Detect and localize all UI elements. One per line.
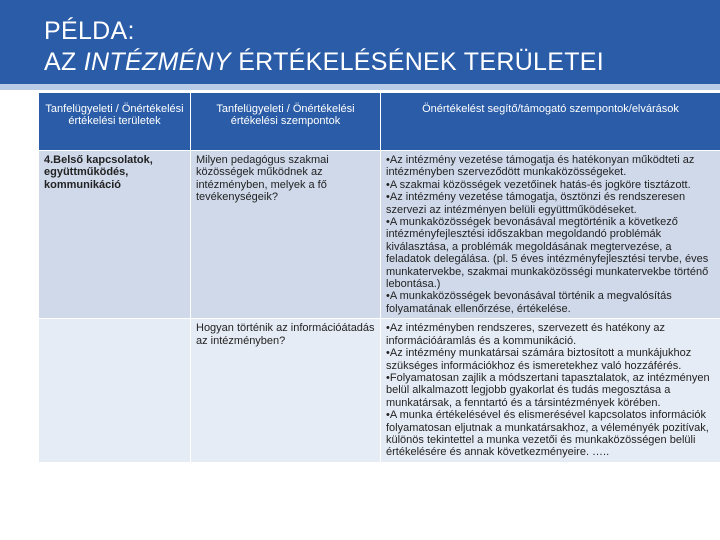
expectation-item: •A munkaközösségek bevonásával történik a megvalósítás folyamatának ellenőrzése, értékelése.: [386, 290, 672, 315]
column-header: Önértékelést segítő/támogató szempontok/elvárások: [381, 93, 720, 151]
expectations-cell: [381, 151, 720, 319]
title-suffix: ÉRTÉKELÉSÉNEK TERÜLETEI: [230, 48, 605, 76]
expectation-item: •A szakmai közösségek vezetőinek hatás-és jogköre tisztázott.: [386, 178, 691, 191]
table-row: [39, 151, 720, 319]
expectation-item: •Az intézmény vezetése támogatja és hatékonyan működteti az intézményben szerveződött munkaközösségeket.: [386, 154, 695, 179]
title-line-2: [44, 47, 604, 78]
column-header: Tanfelügyeleti / Önértékelési értékelési szempontok: [191, 93, 381, 151]
empty-area-cell: [39, 319, 191, 462]
expectation-item: •Az intézményben rendszeres, szervezett és hatékony az információáramlás és a kommunikáció.: [386, 322, 665, 347]
slide-title: [44, 16, 604, 78]
expectations-cell: [381, 319, 720, 462]
question-cell: Milyen pedagógus szakmai közösségek működnek az intézményben, melyek a fő tevékenységeik?: [191, 151, 381, 319]
header-divider-band: [0, 84, 720, 90]
expectation-item: •Folyamatosan zajlik a módszertani tapasztalatok, az intézményen belül alkalmazott legjobb gyakorlat és tudás megosztása a munkatársak, a fenntartó és a társintézmények körében.: [386, 371, 710, 409]
expectation-item: •Az intézmény munkatársai számára biztosított a munkájukhoz szükséges információkhoz és ismeretekhez való hozzáférés.: [386, 347, 692, 372]
expectation-item: •A munkaközösségek bevonásával megtörténik a következő intézményfejlesztési időszakban megoldandó problémák kiválasztása, a problémák megoldásának megtervezése, a feladatok delegálása. (pl. 5 éves intézményfejlesztési tervbe, éves munkatervekbe, szakmai munkaközösségi munkatervekbe történő lebontása.): [386, 216, 709, 291]
expectation-item: •Az intézmény vezetése támogatja, ösztönzi és rendszeresen szervezi az intézményen belüli együttműködéseket.: [386, 191, 686, 216]
title-prefix: AZ: [44, 48, 84, 76]
table-row: [39, 319, 720, 462]
expectation-item: •A munka értékelésével és elismerésével kapcsolatos információk folyamatosan eljutnak a munkatársakhoz, a véleményék pozitívak, különös tekintettel a munka vezetői és munkaközösségen belüli értékelésére és annak következményeire. …..: [386, 409, 709, 459]
evaluation-table: [38, 92, 720, 463]
title-line-1: PÉLDA:: [44, 17, 135, 45]
table-header-row: [39, 93, 720, 151]
column-header: Tanfelügyeleti / Önértékelési értékelési területek: [39, 93, 191, 151]
area-cell: 4.Belső kapcsolatok, együttműködés, kommunikáció: [39, 151, 191, 319]
question-cell: Hogyan történik az információátadás az intézményben?: [191, 319, 381, 462]
title-italic-word: INTÉZMÉNY: [83, 48, 231, 76]
